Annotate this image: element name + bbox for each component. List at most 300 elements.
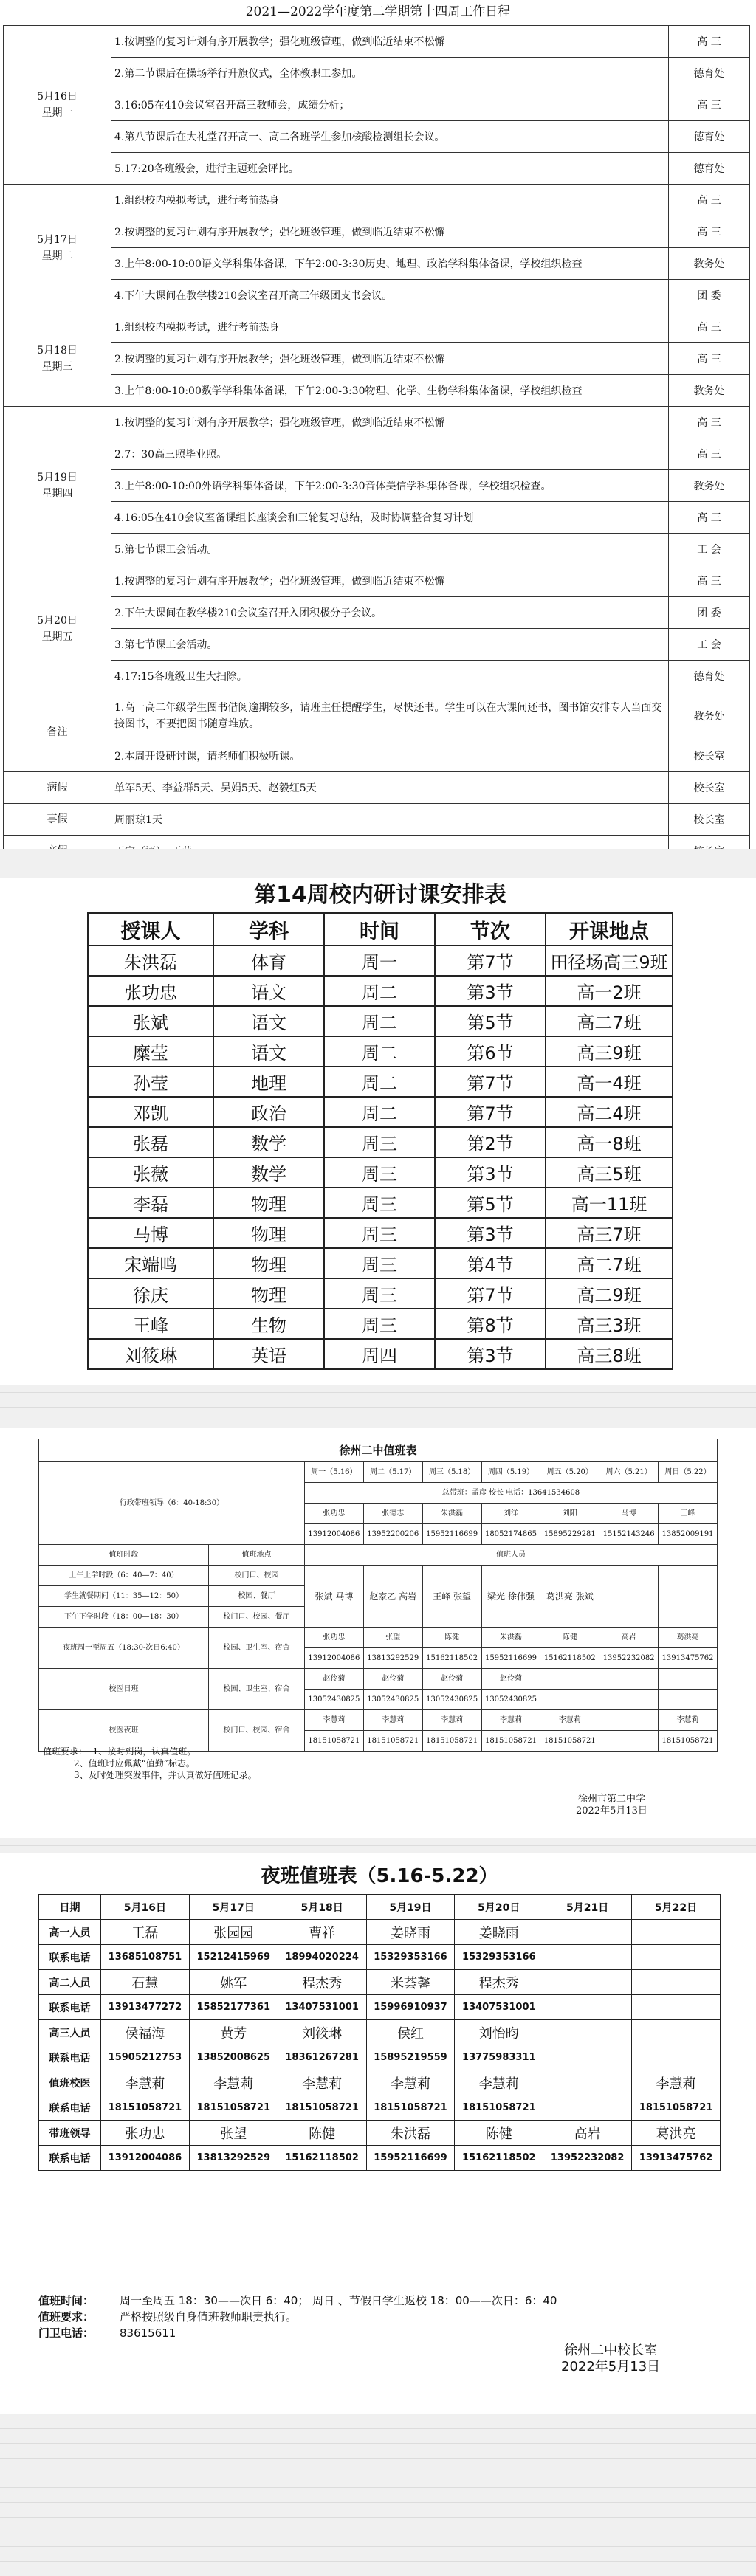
- lesson-row: [88, 1188, 673, 1218]
- night-name: 李慧莉: [101, 2070, 190, 2095]
- night-label: 夜班周一至周五（18:30-次日6:40）: [39, 1628, 209, 1669]
- night-phone: 18151058721: [455, 2095, 543, 2121]
- schedule-owner: 高 三: [669, 343, 750, 375]
- schedule-row: [4, 153, 750, 185]
- campus-empty: [540, 1690, 599, 1710]
- night-phone: 13952232082: [599, 1648, 659, 1669]
- schedule-item: 1.组织校内模拟考试，进行考前热身: [111, 311, 669, 343]
- duty-day: 周一（5.16）: [305, 1462, 364, 1483]
- lesson-cell: 物理: [213, 1188, 324, 1218]
- nurse-phone: 18151058721: [540, 1731, 599, 1752]
- time-text: 周一至周五 18：30——次日 6：40； 周日 、节假日学生返校 18：00——次日：6：40: [120, 2294, 557, 2307]
- duty-day: 周日（5.22）: [659, 1462, 718, 1483]
- schedule-row: [4, 185, 750, 216]
- lesson-cell: 第7节: [435, 1067, 546, 1097]
- night-phone: 15329353166: [366, 1945, 455, 1970]
- night-phone: 15162118502: [278, 2146, 366, 2171]
- schedule-item: 1.组织校内模拟考试，进行考前热身: [111, 185, 669, 216]
- lesson-cell: 地理: [213, 1067, 324, 1097]
- admin-phone: 15895229281: [540, 1524, 599, 1545]
- night-title: 夜班值班表（5.16-5.22）: [261, 1865, 498, 1887]
- admin-phone: 13912004086: [305, 1524, 364, 1545]
- night-phone: [543, 2045, 632, 2070]
- night-table: [38, 1894, 721, 2171]
- slot-time: 学生就餐期间（11：35—12：50）: [39, 1586, 209, 1607]
- schedule-owner: 德育处: [669, 153, 750, 185]
- slot-staff: 赵家乙 高岩: [363, 1566, 422, 1628]
- duty-sign-date: 2022年5月13日: [576, 1805, 647, 1816]
- lesson-cell: 高一11班: [546, 1188, 673, 1218]
- lesson-cell: 周三: [324, 1309, 435, 1339]
- schedule-owner: 高 三: [669, 216, 750, 248]
- night-sign-date: 2022年5月13日: [561, 2359, 661, 2374]
- nurse-phone: 18151058721: [481, 1731, 540, 1752]
- slot-staff: 葛洪亮 张斌: [540, 1566, 599, 1628]
- schedule-item: 4.下午大课间在教学楼210会议室召开高三年级团支书会议。: [111, 280, 669, 311]
- night-phone: 13775983311: [455, 2045, 543, 2070]
- lesson-cell: 语文: [213, 976, 324, 1006]
- schedule-row: [4, 343, 750, 375]
- lesson-header: 授课人: [88, 913, 213, 946]
- admin-name: 朱洪磊: [422, 1504, 481, 1524]
- lesson-cell: 高三9班: [546, 1036, 673, 1067]
- night-name: 程杰秀: [455, 1970, 543, 1995]
- nurse-phone: 18151058721: [659, 1731, 718, 1752]
- campus-place: 校园、卫生室、宿舍: [209, 1669, 305, 1710]
- lesson-row: [88, 1248, 673, 1278]
- lesson-cell: 周二: [324, 1006, 435, 1036]
- lesson-row: [88, 946, 673, 976]
- leave-owner: 校长室: [669, 804, 750, 836]
- night-name: 姜晓雨: [455, 1920, 543, 1945]
- night-header: 日期: [39, 1895, 101, 1920]
- day-cell: [4, 26, 111, 185]
- remarks-label: 备注: [4, 692, 111, 772]
- schedule-row: [4, 438, 750, 470]
- sheet-gap: [0, 1838, 756, 1853]
- remarks-row: [4, 692, 750, 740]
- lesson-cell: 数学: [213, 1157, 324, 1188]
- night-name: [543, 2020, 632, 2045]
- lesson-cell: 第6节: [435, 1036, 546, 1067]
- campus-name: 赵伶菊: [481, 1669, 540, 1690]
- duty-day: 周二（5.17）: [363, 1462, 422, 1483]
- schedule-owner: 团 委: [669, 597, 750, 629]
- night-phone: 13913477272: [101, 1995, 190, 2020]
- admin-label: 行政带班领导（6：40-18:30）: [39, 1462, 305, 1545]
- night-phone: [543, 2095, 632, 2121]
- night-name: 王磊: [101, 1920, 190, 1945]
- nurse-name: 李慧莉: [481, 1710, 540, 1731]
- night-name: [543, 1920, 632, 1945]
- schedule-item: 2.7：30高三照毕业照。: [111, 438, 669, 470]
- schedule-item: 3.第七节课工会活动。: [111, 629, 669, 661]
- night-phone: 13913475762: [632, 2146, 721, 2171]
- night-name: 葛洪亮: [632, 2121, 721, 2146]
- schedule-row: [4, 661, 750, 692]
- night-phone: [543, 1945, 632, 1970]
- schedule-row: [4, 375, 750, 407]
- lesson-cell: 高三7班: [546, 1218, 673, 1248]
- lesson-cell: 高二7班: [546, 1248, 673, 1278]
- lesson-row: [88, 1218, 673, 1248]
- schedule-owner: 高 三: [669, 407, 750, 438]
- lesson-cell: 语文: [213, 1006, 324, 1036]
- leave-text: 单军5天、李益群5天、吴娟5天、赵毅红5天: [111, 772, 669, 804]
- night-footer: [38, 2293, 721, 2341]
- schedule-owner: 高 三: [669, 565, 750, 597]
- remarks-owner-2: 校长室: [669, 740, 750, 772]
- duty-roster: [0, 1428, 756, 1838]
- lesson-cell: 田径场高三9班: [546, 946, 673, 976]
- schedule-row: [4, 26, 750, 58]
- duty-days-row: [39, 1462, 718, 1483]
- lesson-row: [88, 1157, 673, 1188]
- duty-title: 徐州二中值班表: [39, 1439, 718, 1462]
- night-name: [543, 1970, 632, 1995]
- slot-staff: 梁光 徐伟强: [481, 1566, 540, 1628]
- night-row: [39, 2146, 721, 2171]
- lesson-cell: 第3节: [435, 1339, 546, 1369]
- nurse-name: 李慧莉: [659, 1710, 718, 1731]
- night-header: 5月17日: [189, 1895, 278, 1920]
- night-row-label: 联系电话: [39, 2095, 101, 2121]
- night-name: 李慧莉: [632, 2070, 721, 2095]
- night-name: 高岩: [599, 1628, 659, 1648]
- lesson-cell: 数学: [213, 1127, 324, 1157]
- lesson-table: [87, 912, 673, 1370]
- day-weekday: 星期三: [41, 361, 73, 373]
- lesson-cell: 刘筱琳: [88, 1339, 213, 1369]
- lesson-cell: 第4节: [435, 1248, 546, 1278]
- sheet-gap: [0, 2414, 756, 2576]
- lesson-cell: 周三: [324, 1248, 435, 1278]
- lesson-cell: 体育: [213, 946, 324, 976]
- night-row: [39, 2045, 721, 2070]
- lesson-cell: 高一8班: [546, 1127, 673, 1157]
- night-phone: 13852008625: [189, 2045, 278, 2070]
- night-phone: 13685108751: [101, 1945, 190, 1970]
- lesson-cell: 第5节: [435, 1006, 546, 1036]
- night-phone: [632, 2045, 721, 2070]
- night-phone: 15162118502: [422, 1648, 481, 1669]
- lesson-cell: 周二: [324, 1036, 435, 1067]
- nurse-phone: 18151058721: [305, 1731, 364, 1752]
- day-weekday: 星期一: [41, 107, 73, 119]
- lesson-cell: 周四: [324, 1339, 435, 1369]
- slot-place: 校门口、校园: [209, 1566, 305, 1586]
- lesson-cell: 张功忠: [88, 976, 213, 1006]
- lesson-row: [88, 1097, 673, 1127]
- night-header: 5月20日: [455, 1895, 543, 1920]
- remarks-owner-1: 教务处: [669, 692, 750, 740]
- lesson-row: [88, 976, 673, 1006]
- campus-name: 赵伶菊: [422, 1669, 481, 1690]
- remarks-text-1: 1.高一高二年级学生图书借阅逾期较多，请班主任提醒学生，尽快还书。学生可以在大课间还书，图书馆安排专人当面交接图书，不要把图书随意堆放。: [111, 692, 669, 740]
- night-signature: [561, 2343, 660, 2375]
- night-name: 刘筱琳: [278, 2020, 366, 2045]
- schedule-owner: 高 三: [669, 185, 750, 216]
- nurse-empty: [599, 1710, 659, 1731]
- night-row-label: 带班领导: [39, 2121, 101, 2146]
- lesson-cell: 第7节: [435, 1278, 546, 1309]
- slot-time: 上午上学时段（6：40—7：40）: [39, 1566, 209, 1586]
- campus-empty: [659, 1690, 718, 1710]
- duty-day: 周三（5.18）: [422, 1462, 481, 1483]
- lesson-cell: 生物: [213, 1309, 324, 1339]
- admin-phone: 13952200206: [363, 1524, 422, 1545]
- schedule-owner: 高 三: [669, 438, 750, 470]
- req-label: 值班要求：: [38, 2310, 94, 2324]
- schedule-item: 5.17:20各班级会，进行主题班会评比。: [111, 153, 669, 185]
- schedule-item: 2.按调整的复习计划有序开展教学；强化班级管理，做到临近结束不松懈: [111, 216, 669, 248]
- campus-name: 赵伶菊: [363, 1669, 422, 1690]
- schedule-row: [4, 534, 750, 565]
- night-header-row: [39, 1895, 721, 1920]
- night-phone: 15952116699: [481, 1648, 540, 1669]
- sheet-gap: [0, 849, 756, 878]
- lesson-cell: 宋端鸣: [88, 1248, 213, 1278]
- lesson-cell: 第3节: [435, 976, 546, 1006]
- lesson-header: 开课地点: [546, 913, 673, 946]
- schedule-row: [4, 502, 750, 534]
- day-cell: [4, 565, 111, 692]
- duty-requirements: [43, 1746, 257, 1781]
- lesson-cell: 物理: [213, 1278, 324, 1309]
- lesson-cell: 政治: [213, 1097, 324, 1127]
- campus-row: [39, 1669, 718, 1690]
- schedule-row: [4, 216, 750, 248]
- night-name: 陈健: [540, 1628, 599, 1648]
- leave-text: 周丽琼1天: [111, 804, 669, 836]
- night-phone: 13913475762: [659, 1648, 718, 1669]
- day-date: 5月20日: [37, 614, 78, 627]
- admin-name: 刘阳: [540, 1504, 599, 1524]
- leave-label: 事假: [4, 804, 111, 836]
- night-name: 程杰秀: [278, 1970, 366, 1995]
- duty-header-row: [39, 1545, 718, 1566]
- night-phone: 13407531001: [278, 1995, 366, 2020]
- night-name: 陈健: [278, 2121, 366, 2146]
- nurse-name: 李慧莉: [540, 1710, 599, 1731]
- night-name: 李慧莉: [366, 2070, 455, 2095]
- night-phone: 15952116699: [366, 2146, 455, 2171]
- lesson-cell: 王峰: [88, 1309, 213, 1339]
- chief-label: 总带班：孟彦 校长 电话：13641534608: [305, 1483, 718, 1504]
- admin-name: 刘洋: [481, 1504, 540, 1524]
- slot-place: 校门口、校园、餐厅: [209, 1607, 305, 1628]
- night-row-label: 高三人员: [39, 2020, 101, 2045]
- admin-name: 张德志: [363, 1504, 422, 1524]
- night-name: [632, 2020, 721, 2045]
- lesson-cell: 第8节: [435, 1309, 546, 1339]
- campus-phone: 13052430825: [481, 1690, 540, 1710]
- lesson-cell: 高三3班: [546, 1309, 673, 1339]
- night-name: 李慧莉: [455, 2070, 543, 2095]
- night-phone: 18361267281: [278, 2045, 366, 2070]
- night-row-label: 高一人员: [39, 1920, 101, 1945]
- nurse-phone: 18151058721: [422, 1731, 481, 1752]
- lesson-row: [88, 1339, 673, 1369]
- schedule-row: [4, 629, 750, 661]
- lesson-cell: 周三: [324, 1278, 435, 1309]
- lesson-cell: 张斌: [88, 1006, 213, 1036]
- night-header: 5月21日: [543, 1895, 632, 1920]
- schedule-owner: 工 会: [669, 629, 750, 661]
- nurse-place: 校门口、校园、宿舍: [209, 1710, 305, 1752]
- duty-day: 周四（5.19）: [481, 1462, 540, 1483]
- night-name: 葛洪亮: [659, 1628, 718, 1648]
- lesson-cell: 张磊: [88, 1127, 213, 1157]
- night-row: [39, 1920, 721, 1945]
- remarks-text-2: 2.本周开设研讨课，请老师们积极听课。: [111, 740, 669, 772]
- schedule-owner: 高 三: [669, 311, 750, 343]
- night-header: 5月19日: [366, 1895, 455, 1920]
- nurse-label: 校医夜班: [39, 1710, 209, 1752]
- nurse-name: 李慧莉: [422, 1710, 481, 1731]
- night-header: 5月22日: [632, 1895, 721, 1920]
- slot-staff: 张斌 马博: [305, 1566, 364, 1628]
- schedule-row: [4, 407, 750, 438]
- admin-phone: 15952116699: [422, 1524, 481, 1545]
- lesson-row: [88, 1067, 673, 1097]
- schedule-item: 5.第七节课工会活动。: [111, 534, 669, 565]
- admin-phone: 18052174865: [481, 1524, 540, 1545]
- lesson-cell: 邓凯: [88, 1097, 213, 1127]
- schedule-item: 2.第二节课后在操场举行升旗仪式，全体教职工参加。: [111, 58, 669, 89]
- night-row-label: 值班校医: [39, 2070, 101, 2095]
- night-phone: 13952232082: [543, 2146, 632, 2171]
- night-duty: [0, 1853, 756, 2414]
- lesson-cell: 物理: [213, 1248, 324, 1278]
- admin-phone: 13852009191: [659, 1524, 718, 1545]
- slot-place: 校园、餐厅: [209, 1586, 305, 1607]
- sheet-gap: [0, 1385, 756, 1428]
- lesson-header: 学科: [213, 913, 324, 946]
- lesson-cell: 李磊: [88, 1188, 213, 1218]
- leave-row: [4, 804, 750, 836]
- col-staff: 值班人员: [305, 1545, 718, 1566]
- leave-label: 病假: [4, 772, 111, 804]
- night-phone: 13912004086: [101, 2146, 190, 2171]
- night-name: 米荟馨: [366, 1970, 455, 1995]
- slot-empty: [659, 1566, 718, 1628]
- night-phone: 13813292529: [363, 1648, 422, 1669]
- duty-sign-org: 徐州市第二中学: [577, 1794, 645, 1805]
- phone-label: 门卫电话：: [38, 2327, 94, 2340]
- lesson-cell: 第3节: [435, 1218, 546, 1248]
- schedule-owner: 德育处: [669, 58, 750, 89]
- campus-label: 校医日班: [39, 1669, 209, 1710]
- req-text: 严格按照级自身值班教师职责执行。: [120, 2310, 298, 2324]
- nurse-row: [39, 1710, 718, 1731]
- night-name: 张功忠: [305, 1628, 364, 1648]
- schedule-item: 4.17:15各班级卫生大扫除。: [111, 661, 669, 692]
- night-row-label: 联系电话: [39, 1945, 101, 1970]
- night-row: [39, 2121, 721, 2146]
- lesson-cell: 第7节: [435, 946, 546, 976]
- night-name: 侯红: [366, 2020, 455, 2045]
- duty-signature: [576, 1794, 647, 1817]
- lesson-cell: 糜莹: [88, 1036, 213, 1067]
- schedule-owner: 教务处: [669, 470, 750, 502]
- night-row: [39, 1945, 721, 1970]
- lesson-cell: 高一2班: [546, 976, 673, 1006]
- night-row: [39, 2095, 721, 2121]
- day-date: 5月17日: [37, 233, 78, 246]
- night-phone: 18994020224: [278, 1945, 366, 1970]
- lesson-cell: 高二9班: [546, 1278, 673, 1309]
- schedule-owner: 教务处: [669, 248, 750, 280]
- night-name: 姜晓雨: [366, 1920, 455, 1945]
- lesson-cell: 高二4班: [546, 1097, 673, 1127]
- lesson-row: [88, 1309, 673, 1339]
- lesson-cell: 周三: [324, 1218, 435, 1248]
- lesson-cell: 周二: [324, 1097, 435, 1127]
- lesson-cell: 第2节: [435, 1127, 546, 1157]
- day-cell: [4, 407, 111, 565]
- weekly-schedule: [0, 0, 756, 849]
- admin-name: 马博: [599, 1504, 659, 1524]
- lesson-cell: 周三: [324, 1188, 435, 1218]
- schedule-item: 4.第八节课后在大礼堂召开高一、高二各班学生参加核酸检测组长会议。: [111, 121, 669, 153]
- schedule-item: 1.按调整的复习计划有序开展教学；强化班级管理，做到临近结束不松懈: [111, 26, 669, 58]
- lesson-cell: 周一: [324, 946, 435, 976]
- campus-empty: [540, 1669, 599, 1690]
- night-phone: [632, 1945, 721, 1970]
- night-phone: 13813292529: [189, 2146, 278, 2171]
- night-phone: 18151058721: [101, 2095, 190, 2121]
- schedule-item: 3.上午8:00-10:00语文学科集体备课，下午2:00-3:30历史、地理、政治学科集体备课，学校组织检查: [111, 248, 669, 280]
- day-weekday: 星期五: [41, 630, 73, 643]
- night-name: [632, 1970, 721, 1995]
- lesson-row: [88, 1036, 673, 1067]
- night-name: 姚军: [189, 1970, 278, 1995]
- lesson-cell: 第5节: [435, 1188, 546, 1218]
- lesson-row: [88, 1127, 673, 1157]
- night-name: 朱洪磊: [366, 2121, 455, 2146]
- night-name: 张功忠: [101, 2121, 190, 2146]
- day-cell: [4, 185, 111, 311]
- lesson-cell: 张薇: [88, 1157, 213, 1188]
- night-phone: [632, 1995, 721, 2020]
- schedule-item: 4.16:05在410会议室备课组长座谈会和三轮复习总结，及时协调整合复习计划: [111, 502, 669, 534]
- day-weekday: 星期四: [41, 488, 73, 500]
- night-name: 李慧莉: [278, 2070, 366, 2095]
- schedule-row: [4, 280, 750, 311]
- night-header: 5月18日: [278, 1895, 366, 1920]
- day-cell: [4, 311, 111, 407]
- campus-phone: 13052430825: [363, 1690, 422, 1710]
- lesson-cell: 朱洪磊: [88, 946, 213, 976]
- campus-empty: [599, 1669, 659, 1690]
- night-name: 刘怡昀: [455, 2020, 543, 2045]
- lesson-title: 第14周校内研讨课安排表: [254, 882, 506, 908]
- lesson-cell: 徐庆: [88, 1278, 213, 1309]
- lesson-cell: 周二: [324, 1067, 435, 1097]
- schedule-row: [4, 89, 750, 121]
- night-row-label: 联系电话: [39, 2045, 101, 2070]
- night-phone: 18151058721: [189, 2095, 278, 2121]
- schedule-owner: 高 三: [669, 26, 750, 58]
- night-duty-row: [39, 1628, 718, 1648]
- night-name: 曹祥: [278, 1920, 366, 1945]
- night-place: 校园、卫生室、宿舍: [209, 1628, 305, 1669]
- lesson-row: [88, 1278, 673, 1309]
- nurse-name: 李慧莉: [305, 1710, 364, 1731]
- campus-phone: 13052430825: [422, 1690, 481, 1710]
- lesson-row: [88, 1006, 673, 1036]
